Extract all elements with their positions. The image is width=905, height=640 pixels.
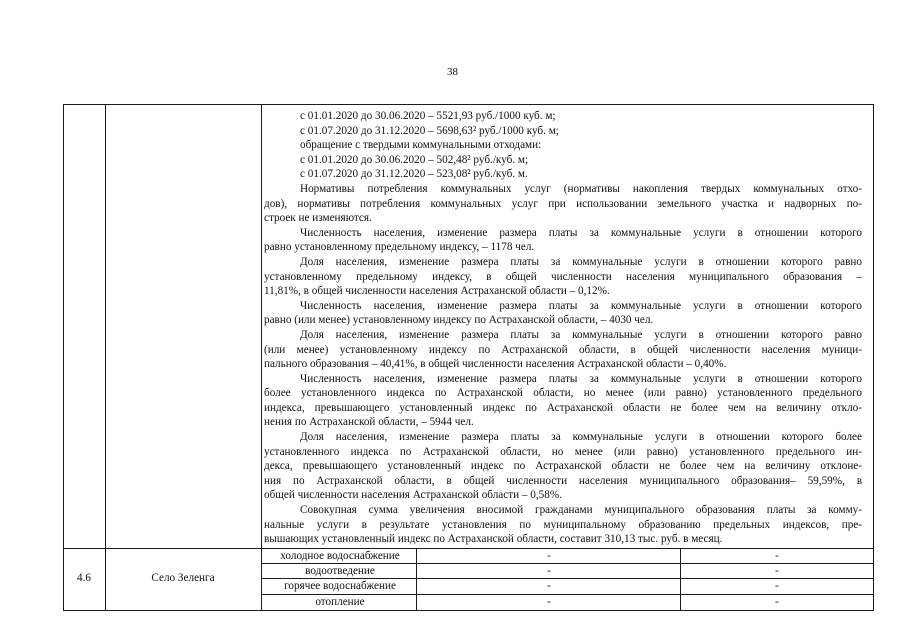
text-line: общей численности населения Астраханской области – 0,58%. <box>264 489 562 502</box>
settlement-name: Село Зеленга <box>151 572 215 584</box>
text-line: (или менее) установленному индексу по Астраханской области, в общей численности населения муници- <box>264 343 862 356</box>
text-line: декса, превышающего установленный индекс по Астраханской области не более чем на величину отклоне- <box>264 460 862 473</box>
text-line: нения по Астраханской области, – 5944 чел. <box>264 416 474 429</box>
service-value: - <box>775 550 779 562</box>
text-line: нальные услуги в результате установления по муниципальному образованию предельных индексов, пре- <box>264 518 862 531</box>
text-line: с 01.07.2020 до 31.12.2020 – 523,08² руб./куб. м. <box>300 168 528 181</box>
text-line: Численность населения, изменение размера платы за коммунальные услуги в отношении которого <box>300 299 862 312</box>
column-divider-1 <box>105 104 106 611</box>
table-top-border <box>63 104 874 105</box>
text-line: равно (или менее) установленному индексу по Астраханской области, – 4030 чел. <box>264 314 654 327</box>
page-number: 38 <box>447 66 458 78</box>
text-line: обращение с твердыми коммунальными отходами: <box>300 139 542 152</box>
text-line: вышающих установленный индекс по Астраханской области, составит 310,13 тыс. руб. в месяц. <box>264 533 723 546</box>
service-value: - <box>775 580 779 592</box>
table-border-left <box>63 104 64 611</box>
text-line: строек не изменяются. <box>264 212 372 225</box>
text-line: установленному предельному индексу, в общей численности населения муниципального образования – <box>264 270 862 283</box>
text-line: Нормативы потребления коммунальных услуг (нормативы накопления твердых коммунальных отхо- <box>300 182 862 195</box>
text-block <box>264 109 862 547</box>
service-value: - <box>775 565 779 577</box>
entry-number: 4.6 <box>77 572 91 584</box>
service-name: отопление <box>315 596 365 608</box>
column-divider-4 <box>680 548 681 611</box>
service-value: - <box>547 596 551 608</box>
text-line: Доля населения, изменение размера платы за коммунальные услуги в отношении которого равно <box>300 328 862 341</box>
text-line: более установленного индекса по Астраханской области, но менее (или равно) установленного предельного <box>264 387 862 400</box>
service-name: водоотведение <box>305 565 375 577</box>
text-line: с 01.01.2020 до 30.06.2020 – 5521,93 руб./1000 куб. м; <box>300 110 556 122</box>
text-line: Доля населения, изменение размера платы за коммунальные услуги в отношении которого более <box>300 431 862 444</box>
column-divider-3 <box>416 548 417 611</box>
service-value: - <box>775 596 779 608</box>
text-line: Численность населения, изменение размера платы за коммунальные услуги в отношении которого <box>300 372 862 385</box>
text-line: Численность населения, изменение размера платы за коммунальные услуги в отношении которого <box>300 226 862 239</box>
text-line: Доля населения, изменение размера платы за коммунальные услуги в отношении которого равно <box>300 255 862 268</box>
text-line: установленного индекса по Астраханской области, но менее (или равно) установленного предельного ин- <box>264 445 862 458</box>
text-line: пального образования – 40,41%, в общей численности населения Астраханской области – 0,40%. <box>264 358 727 371</box>
text-line: 11,81%, в общей численности населения Астраханской области – 0,12%. <box>264 285 610 298</box>
table-border-right <box>873 104 874 611</box>
service-name: холодное водоснабжение <box>280 550 400 562</box>
text-line: индекса, превышающего установленный индекс по Астраханской области не более чем на величину откло- <box>264 401 862 414</box>
text-line: с 01.07.2020 до 31.12.2020 – 5698,63² руб./1000 куб. м; <box>300 124 559 137</box>
service-name: горячее водоснабжение <box>284 580 396 592</box>
text-line: Совокупная сумма увеличения вносимой гражданами муниципального образования платы за комму- <box>300 504 862 517</box>
service-value: - <box>547 565 551 577</box>
text-line: равно установленному предельному индексу, – 1178 чел. <box>264 241 535 254</box>
text-line: ния по Астраханской области, в общей численности населения муниципального образования– 59,59%, в <box>264 474 862 487</box>
column-divider-2 <box>261 104 262 611</box>
text-line: с 01.01.2020 до 30.06.2020 – 502,48² руб./куб. м; <box>300 153 529 166</box>
service-value: - <box>547 550 551 562</box>
service-value: - <box>547 580 551 592</box>
text-line: дов), нормативы потребления коммунальных услуг при использовании земельного участка и надворных по- <box>264 197 862 210</box>
table-bottom-border <box>63 610 874 611</box>
